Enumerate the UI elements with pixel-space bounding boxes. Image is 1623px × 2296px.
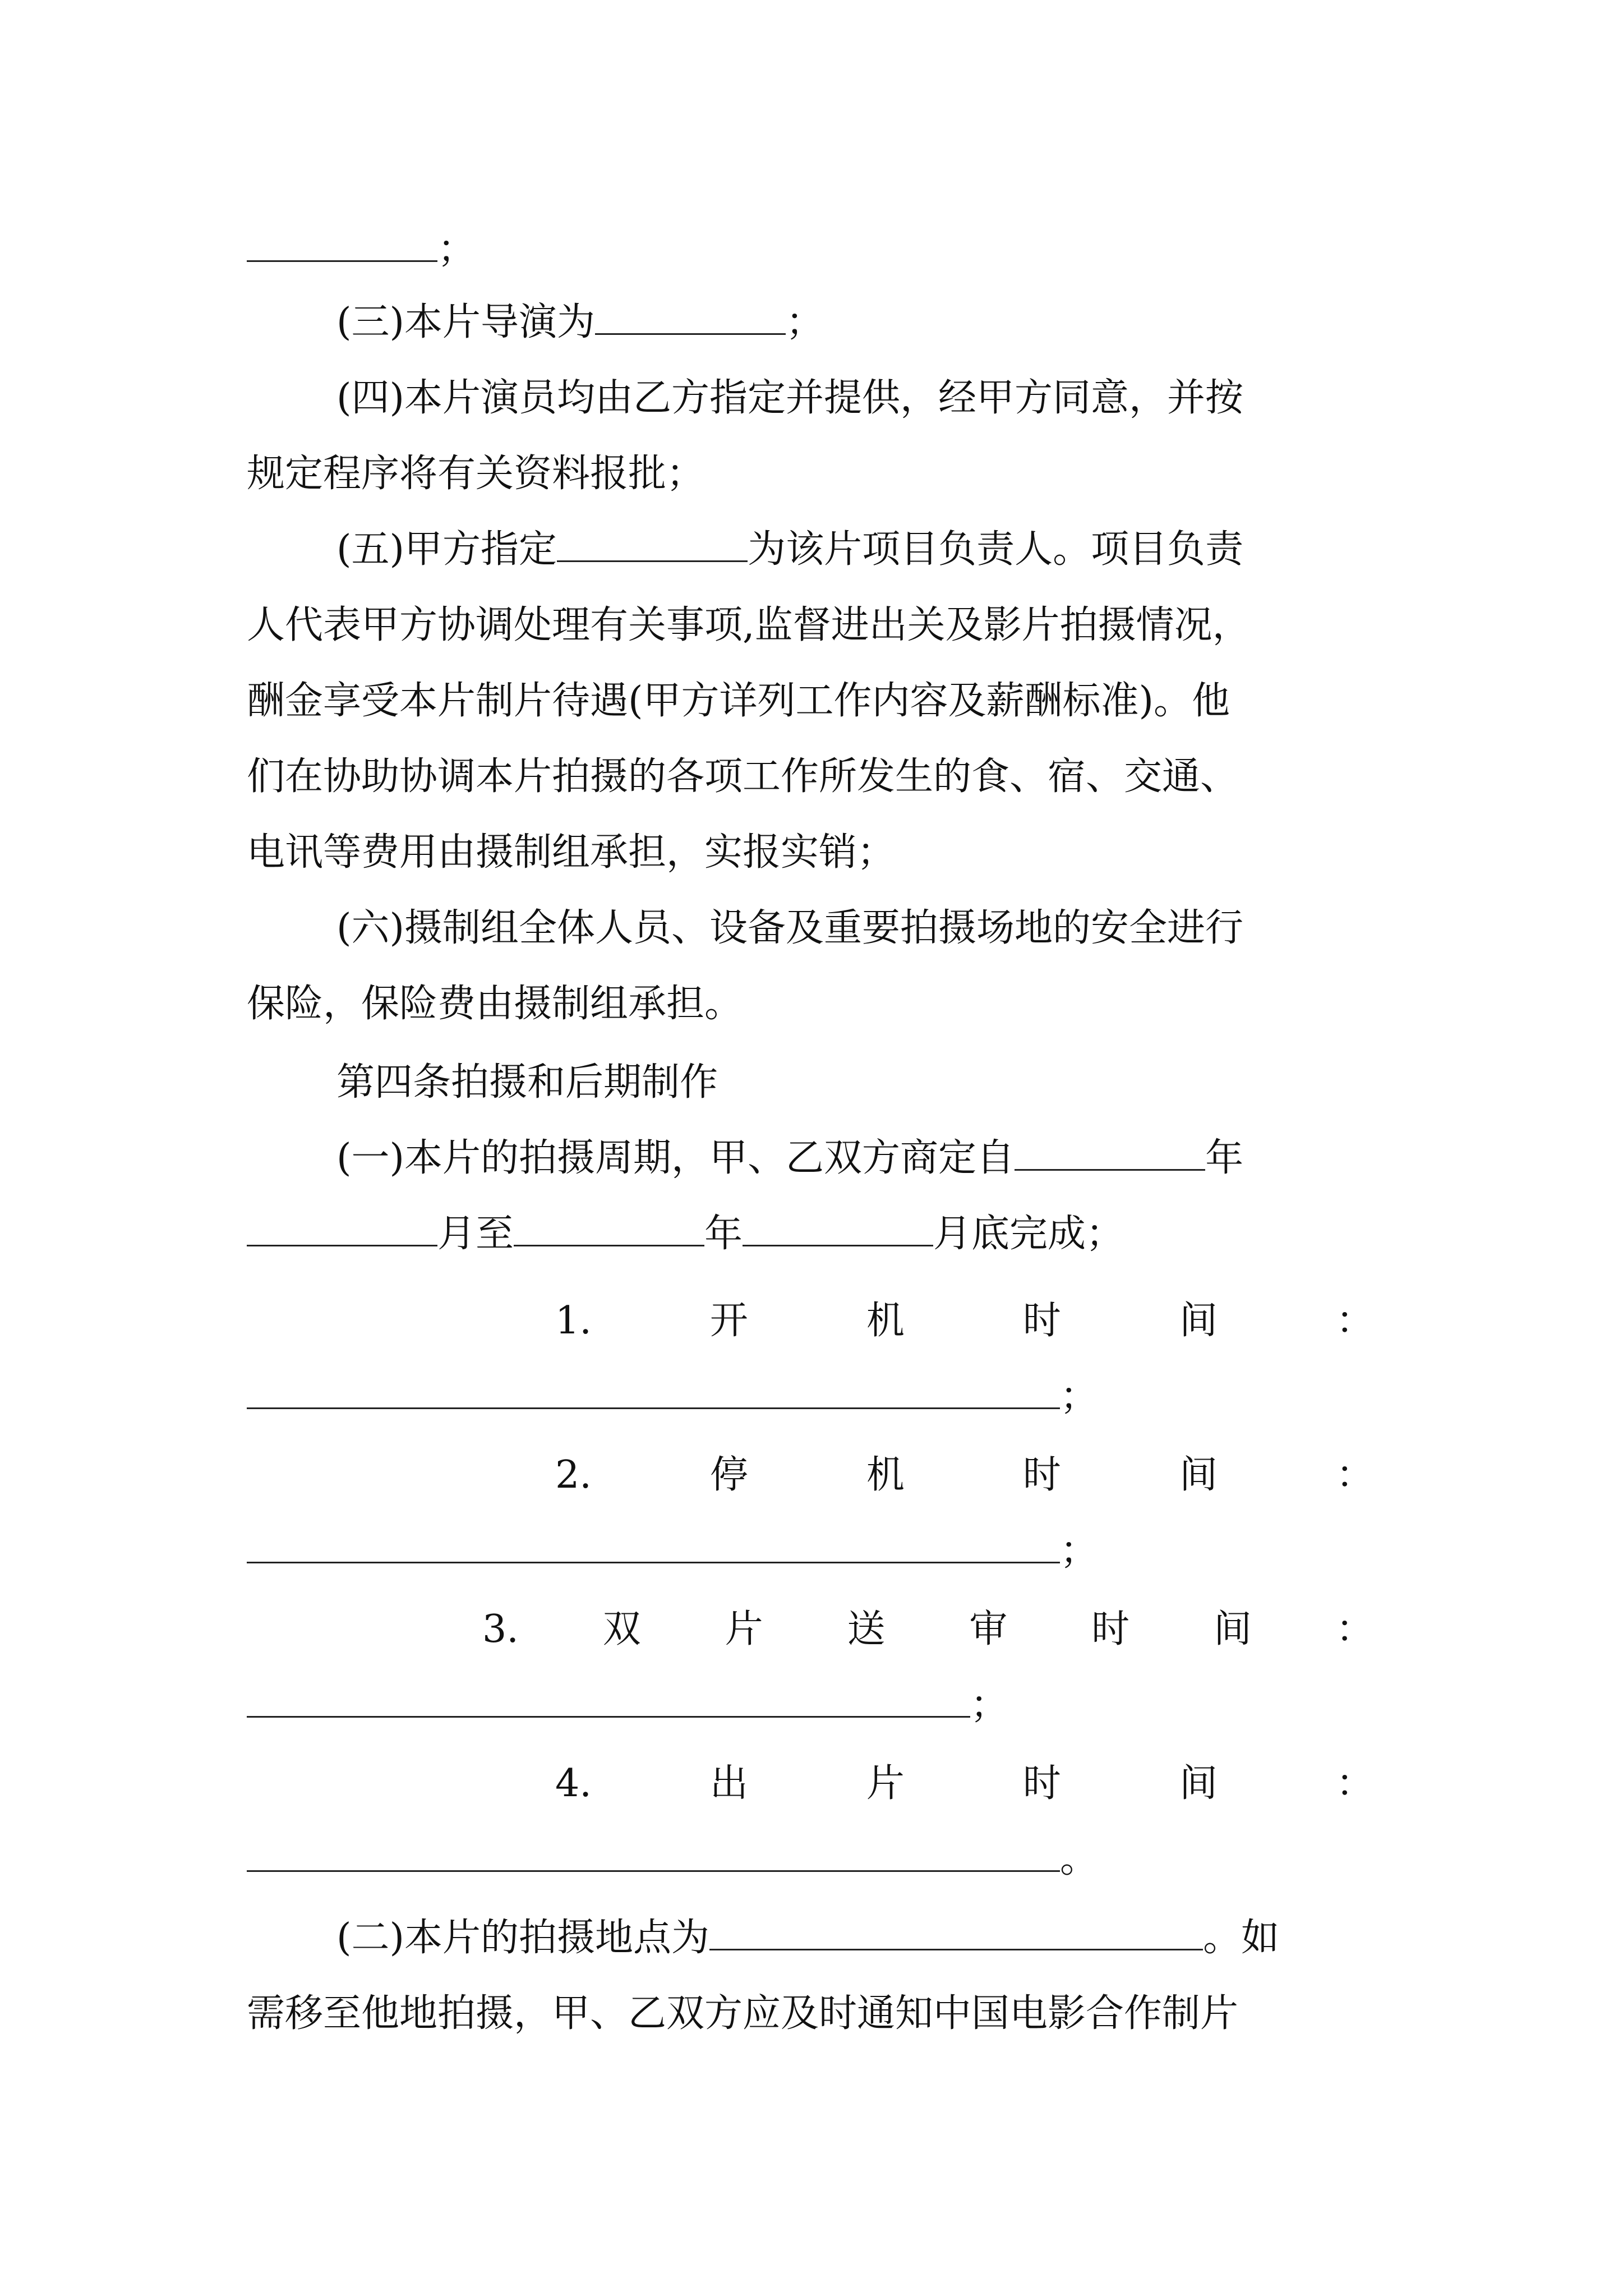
item-char: 间	[1179, 1299, 1218, 1343]
fill-in-blank	[709, 1917, 1203, 1950]
text-segment: 月底完成；	[933, 1212, 1124, 1256]
text-segment: 年	[1205, 1136, 1244, 1180]
text-segment: ；	[1060, 1374, 1099, 1419]
clause-project-lead-line-5	[0, 822, 1623, 884]
text-segment: ；	[437, 227, 476, 272]
schedule-item-release-blank	[0, 1829, 1623, 1890]
text-segment: ；	[970, 1683, 1009, 1727]
item-number: 2.	[555, 1453, 592, 1497]
text-segment: 规定程序将有关资料报批；	[247, 452, 705, 496]
text-segment: (六)摄制组全体人员、设备及重要拍摄场地的安全进行	[336, 906, 1244, 950]
fill-in-blank	[514, 1213, 704, 1246]
schedule-item-review	[482, 1599, 1374, 1660]
clause-project-lead-line-1	[0, 519, 1623, 581]
item-char: 时	[1091, 1607, 1130, 1651]
text-segment: 为该片项目负责人。项目负责	[748, 527, 1244, 572]
item-char: 间	[1179, 1453, 1218, 1497]
fill-in-blank	[595, 302, 786, 335]
item-char: 停	[709, 1453, 748, 1497]
fill-in-blank	[557, 529, 748, 562]
clause-schedule-line-1	[0, 1128, 1623, 1189]
text-segment: (二)本片的拍摄地点为	[336, 1916, 710, 1960]
clause-actors-line-1	[0, 367, 1623, 429]
text-segment: 月至	[437, 1212, 514, 1256]
text-segment: ；	[786, 300, 824, 344]
text-segment: 电讯等费用由摄制组承担，实报实销；	[247, 830, 896, 875]
item-colon: ：	[1335, 1299, 1374, 1343]
clause-insurance-line-1	[0, 898, 1623, 959]
fill-in-blank	[247, 229, 437, 262]
text-segment: 。如	[1203, 1916, 1280, 1960]
text-segment: 。	[1060, 1837, 1099, 1881]
clause-location-line-2	[0, 1983, 1623, 2045]
item-number: 4.	[555, 1761, 592, 1806]
item-char: 时	[1022, 1453, 1061, 1497]
paragraph-continuation	[0, 219, 1623, 280]
item-char: 送	[847, 1607, 886, 1651]
schedule-item-wrap	[555, 1444, 1374, 1506]
item-colon: ：	[1335, 1607, 1374, 1651]
schedule-item-start-blank	[0, 1366, 1623, 1428]
fill-in-blank	[247, 1839, 1060, 1872]
item-number: 1.	[555, 1299, 592, 1343]
heading-text: 第四条拍摄和后期制作	[336, 1060, 718, 1105]
schedule-item-start	[555, 1290, 1374, 1352]
text-segment: 们在协助协调本片拍摄的各项工作所发生的食、宿、交通、	[247, 754, 1239, 799]
text-segment: (一)本片的拍摄周期，甲、乙双方商定自	[336, 1136, 1015, 1180]
item-number: 3.	[482, 1607, 519, 1651]
fill-in-blank	[247, 1213, 437, 1246]
text-segment: 保险，保险费由摄制组承担。	[247, 982, 743, 1026]
clause-insurance-line-2	[0, 973, 1623, 1035]
text-segment: 年	[704, 1212, 743, 1256]
clause-schedule-line-2	[0, 1203, 1623, 1265]
clause-director	[0, 292, 1623, 353]
clause-actors-line-2	[0, 443, 1623, 505]
item-char: 片	[866, 1761, 905, 1806]
item-char: 片	[725, 1607, 763, 1651]
item-char: 双	[602, 1607, 641, 1651]
fill-in-blank	[247, 1376, 1060, 1409]
clause-location-line-1	[0, 1907, 1623, 1969]
fill-in-blank	[743, 1213, 933, 1246]
item-char: 出	[709, 1761, 748, 1806]
item-char: 审	[969, 1607, 1008, 1651]
item-colon: ：	[1335, 1761, 1374, 1806]
article-four-heading	[0, 1052, 1623, 1114]
item-char: 机	[866, 1299, 905, 1343]
text-segment: (五)甲方指定	[336, 527, 557, 572]
text-segment: (三)本片导演为	[336, 300, 596, 344]
item-char: 时	[1022, 1761, 1061, 1806]
item-char: 间	[1214, 1607, 1252, 1651]
fill-in-blank	[247, 1685, 970, 1718]
text-segment: 酬金享受本片制片待遇(甲方详列工作内容及薪酬标准)。他	[247, 679, 1230, 723]
clause-project-lead-line-3	[0, 670, 1623, 732]
clause-project-lead-line-2	[0, 595, 1623, 656]
text-segment: 人代表甲方协调处理有关事项,监督进出关及影片拍摄情况，	[247, 603, 1251, 647]
fill-in-blank	[1015, 1138, 1205, 1171]
schedule-item-release	[555, 1753, 1374, 1815]
schedule-item-review-blank	[0, 1674, 1623, 1736]
schedule-item-wrap-blank	[0, 1520, 1623, 1582]
item-char: 间	[1179, 1761, 1218, 1806]
clause-project-lead-line-4	[0, 746, 1623, 808]
item-colon: ：	[1335, 1453, 1374, 1497]
item-char: 时	[1022, 1299, 1061, 1343]
item-char: 开	[709, 1299, 748, 1343]
text-segment: 需移至他地拍摄，甲、乙双方应及时通知中国电影合作制片	[247, 1991, 1239, 2036]
text-segment: (四)本片演员均由乙方指定并提供，经甲方同意，并按	[336, 376, 1244, 420]
item-char: 机	[866, 1453, 905, 1497]
text-segment: ；	[1060, 1529, 1099, 1573]
fill-in-blank	[247, 1530, 1060, 1563]
